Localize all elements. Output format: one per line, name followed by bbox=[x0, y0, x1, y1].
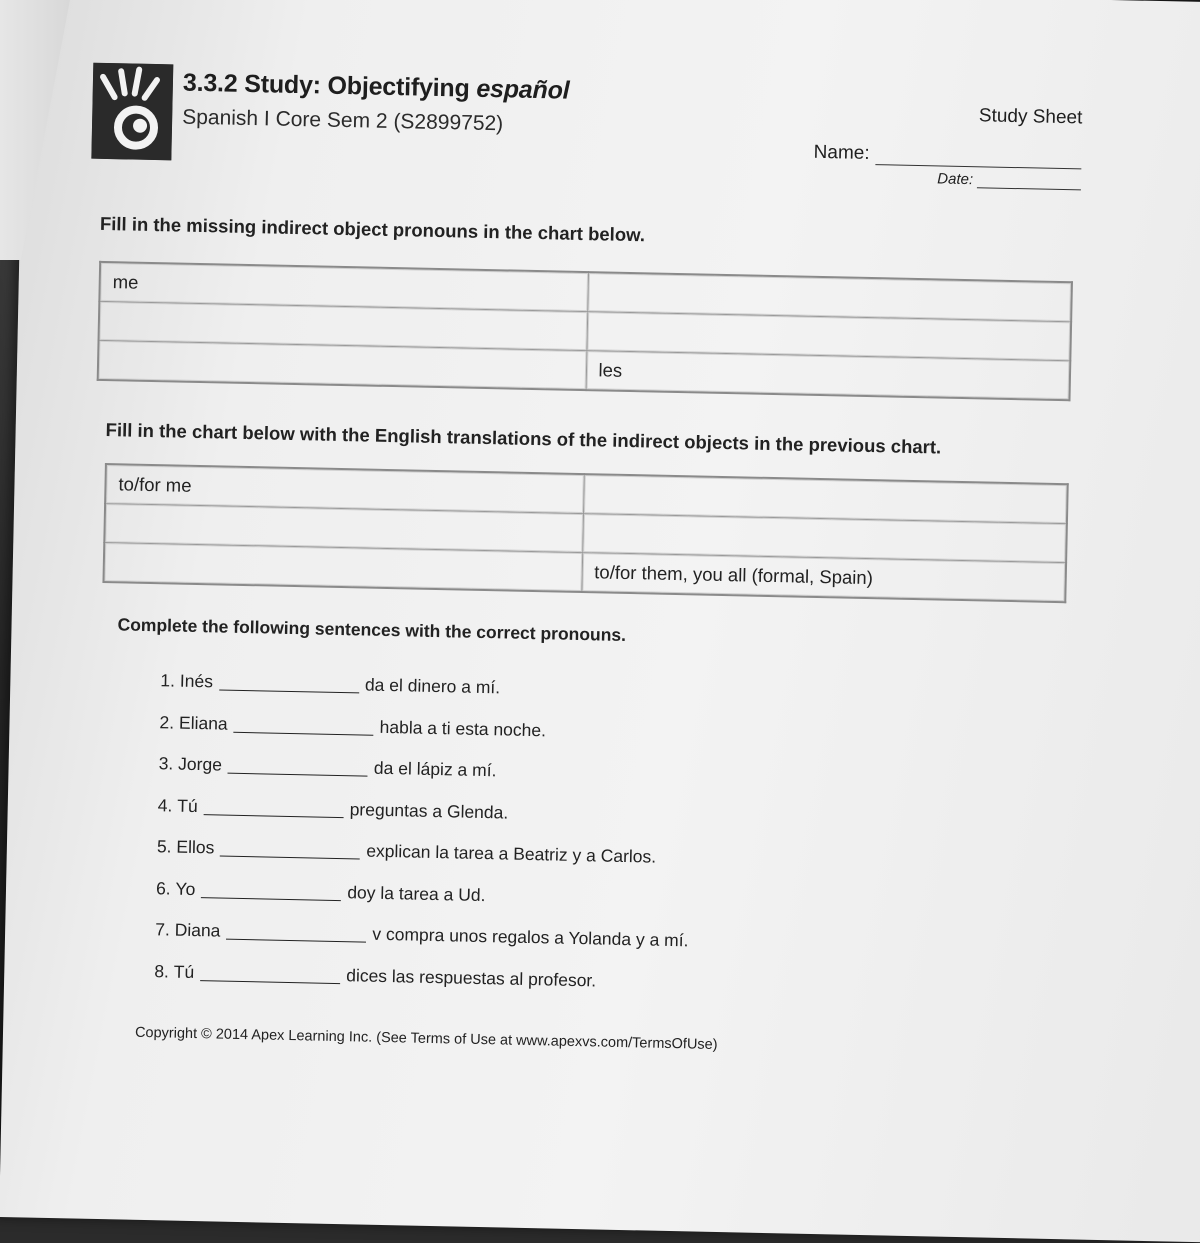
sentence-rest: v compra unos regalos a Yolanda y a mí. bbox=[372, 923, 689, 951]
date-blank[interactable] bbox=[977, 171, 1081, 190]
sentence-subject: Inés bbox=[179, 670, 214, 692]
sentence-subject: Yo bbox=[175, 878, 196, 899]
sentence-subject: Tú bbox=[177, 795, 198, 816]
sentence-rest: explican la tarea a Beatriz y a Carlos. bbox=[366, 840, 657, 867]
answer-blank[interactable] bbox=[200, 964, 340, 984]
table-cell[interactable]: les bbox=[586, 351, 1071, 401]
sentence-rest: doy la tarea a Ud. bbox=[347, 881, 486, 905]
sentence-number: 7. bbox=[154, 919, 171, 940]
answer-blank[interactable] bbox=[226, 923, 366, 943]
sentence-rest: da el dinero a mí. bbox=[364, 674, 501, 698]
sentence-number: 8. bbox=[154, 960, 170, 982]
page-title: 3.3.2 Study: Objectifying español bbox=[182, 68, 570, 105]
date-label: Date: bbox=[937, 170, 974, 189]
sentence-rest: da el lápiz a mí. bbox=[373, 757, 497, 781]
sentence-number: 5. bbox=[156, 836, 172, 857]
apex-logo-icon bbox=[91, 63, 173, 161]
study-sheet-label: Study Sheet bbox=[978, 105, 1083, 129]
name-label: Name: bbox=[813, 141, 870, 164]
worksheet-content bbox=[62, 48, 1104, 1109]
section2-instruction: Fill in the chart below with the English translations of the indirect objects in the previous chart. bbox=[105, 419, 942, 458]
sentence-number: 1. bbox=[160, 670, 176, 691]
sentence-subject: Jorge bbox=[177, 753, 223, 775]
date-field-row bbox=[937, 170, 1081, 190]
sentence-number: 4. bbox=[157, 794, 173, 816]
table-cell[interactable]: to/for them, you all (formal, Spain) bbox=[581, 553, 1066, 603]
header-title-block bbox=[182, 69, 570, 138]
copyright-footer: Copyright © 2014 Apex Learning Inc. (See Terms of Use at www.apexvs.com/TermsOfUse) bbox=[134, 1024, 718, 1053]
answer-blank[interactable] bbox=[233, 716, 373, 736]
sentence-number: 3. bbox=[158, 753, 174, 774]
course-subtitle: Spanish I Core Sem 2 (S2899752) bbox=[181, 105, 504, 136]
table-cell[interactable]: to/for me bbox=[105, 464, 584, 514]
sentence-list bbox=[154, 660, 861, 1007]
sentence-subject: Eliana bbox=[178, 712, 228, 734]
sentence-subject: Ellos bbox=[176, 836, 215, 858]
name-field-row bbox=[813, 142, 1081, 170]
sentence-subject: Diana bbox=[174, 919, 221, 941]
sentence-rest: dices las respuestas al profesor. bbox=[346, 964, 597, 991]
answer-blank[interactable] bbox=[204, 798, 344, 818]
answer-blank[interactable] bbox=[220, 840, 360, 860]
pronoun-chart bbox=[97, 261, 1073, 401]
answer-blank[interactable] bbox=[219, 674, 359, 694]
section3-instruction: Complete the following sentences with the correct pronouns. bbox=[117, 614, 627, 645]
section1-instruction: Fill in the missing indirect object pronouns in the chart below. bbox=[99, 212, 646, 246]
sentence-rest: habla a ti esta noche. bbox=[379, 716, 547, 741]
translation-chart bbox=[102, 463, 1068, 603]
sentence-number: 6. bbox=[155, 877, 171, 899]
sentence-subject: Tú bbox=[173, 961, 195, 982]
name-blank[interactable] bbox=[875, 144, 1081, 169]
table-cell[interactable]: me bbox=[99, 262, 588, 312]
sentence-number: 2. bbox=[159, 711, 175, 733]
sentence-rest: preguntas a Glenda. bbox=[349, 798, 509, 823]
answer-blank[interactable] bbox=[228, 757, 368, 777]
answer-blank[interactable] bbox=[201, 881, 341, 901]
